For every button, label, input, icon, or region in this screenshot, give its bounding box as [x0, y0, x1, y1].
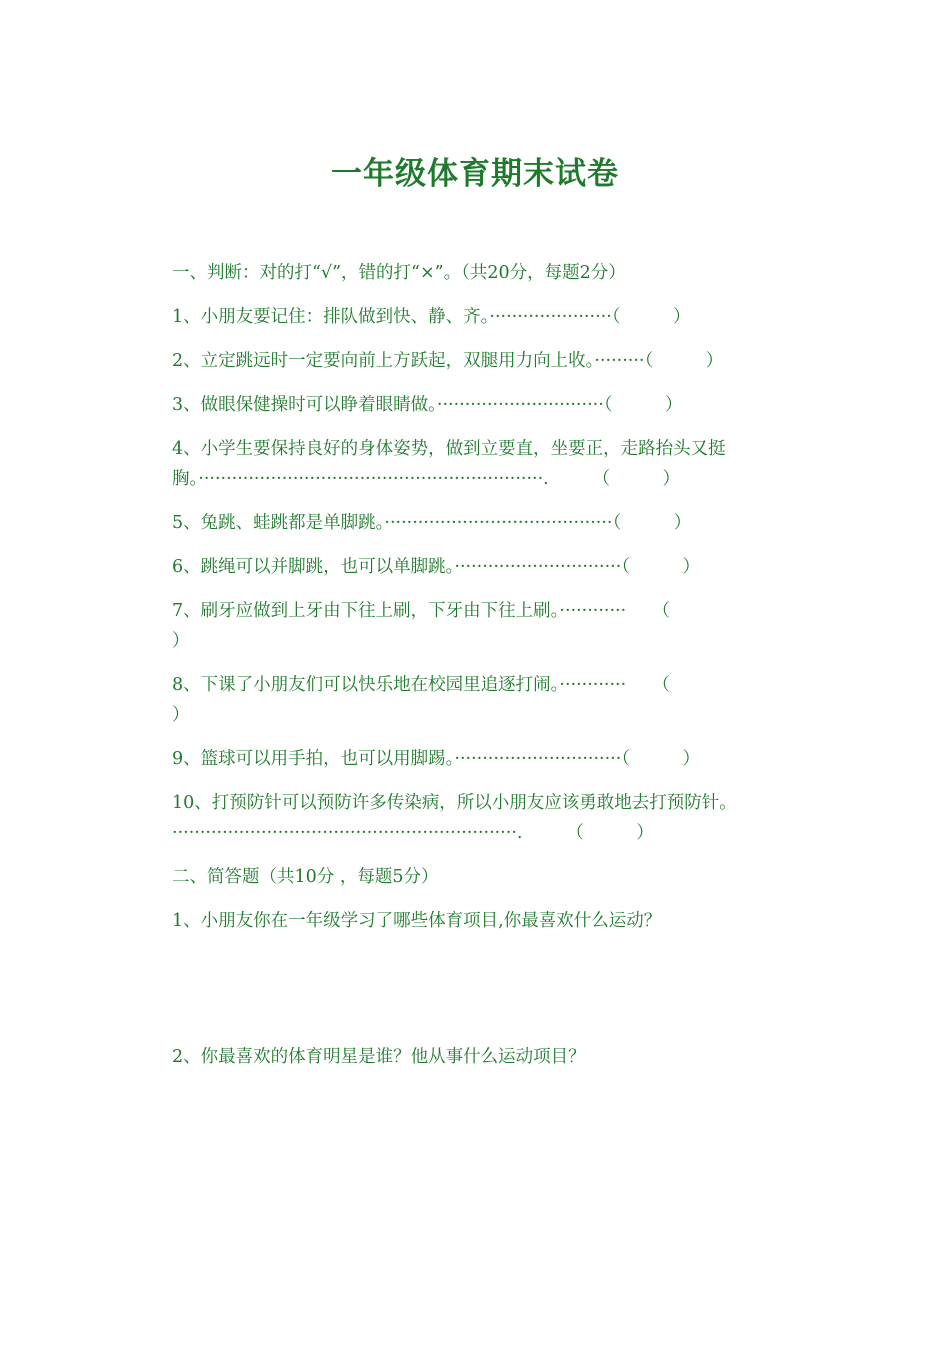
question-line: 5、兔跳、蛙跳都是单脚跳。·········································（ ） [172, 513, 692, 533]
question-6 [172, 552, 812, 582]
question-9 [172, 744, 812, 774]
question-line: 4、小学生要保持良好的身体姿势，做到立要直，坐要正，走路抬头又挺 [172, 439, 726, 459]
question-line: 2、立定跳远时一定要向前上方跃起，双腿用力向上收。·········（ ） [172, 351, 724, 371]
question-line: ······························································. （ ） [172, 823, 654, 843]
question-7 [172, 596, 812, 656]
question-line: 胸。······························································. （ ） [172, 469, 680, 489]
question-line: 8、下课了小朋友们可以快乐地在校园里追逐打闹。············ （ [172, 675, 670, 695]
question-line: 7、刷牙应做到上牙由下往上刷，下牙由下往上刷。············ （ [172, 601, 670, 621]
question-3 [172, 390, 812, 420]
answer-space [172, 936, 812, 1042]
section1-heading: 一、判断：对的打“√”，错的打“×”。（共20分，每题2分） [172, 263, 626, 283]
question-8 [172, 670, 812, 730]
section2-heading: 二、简答题（共10分 ，每题5分） [172, 867, 439, 887]
question-2 [172, 346, 812, 376]
question-line: 9、篮球可以用手拍，也可以用脚踢。······························（ ） [172, 749, 701, 769]
question-1 [172, 302, 812, 332]
question-line: 1、小朋友要记住：排队做到快、静、齐。······················（ ） [172, 307, 691, 327]
short-answer-question-1: 1、小朋友你在一年级学习了哪些体育项目,你最喜欢什么运动？ [172, 911, 662, 931]
exam-content [172, 258, 812, 1072]
question-line: ） [172, 705, 190, 725]
question-line: 6、跳绳可以并脚跳，也可以单脚跳。······························（ ） [172, 557, 701, 577]
question-4 [172, 434, 812, 494]
page-title: 一年级体育期末试卷 [331, 156, 619, 192]
short-answer-question-2: 2、你最喜欢的体育明星是谁？他从事什么运动项目？ [172, 1047, 586, 1067]
question-line: 10、打预防针可以预防许多传染病，所以小朋友应该勇敢地去打预防针。 [172, 793, 737, 813]
question-line: ） [172, 631, 190, 651]
question-line: 3、做眼保健操时可以睁着眼睛做。······························（ ） [172, 395, 683, 415]
question-5 [172, 508, 812, 538]
question-10 [172, 788, 812, 848]
